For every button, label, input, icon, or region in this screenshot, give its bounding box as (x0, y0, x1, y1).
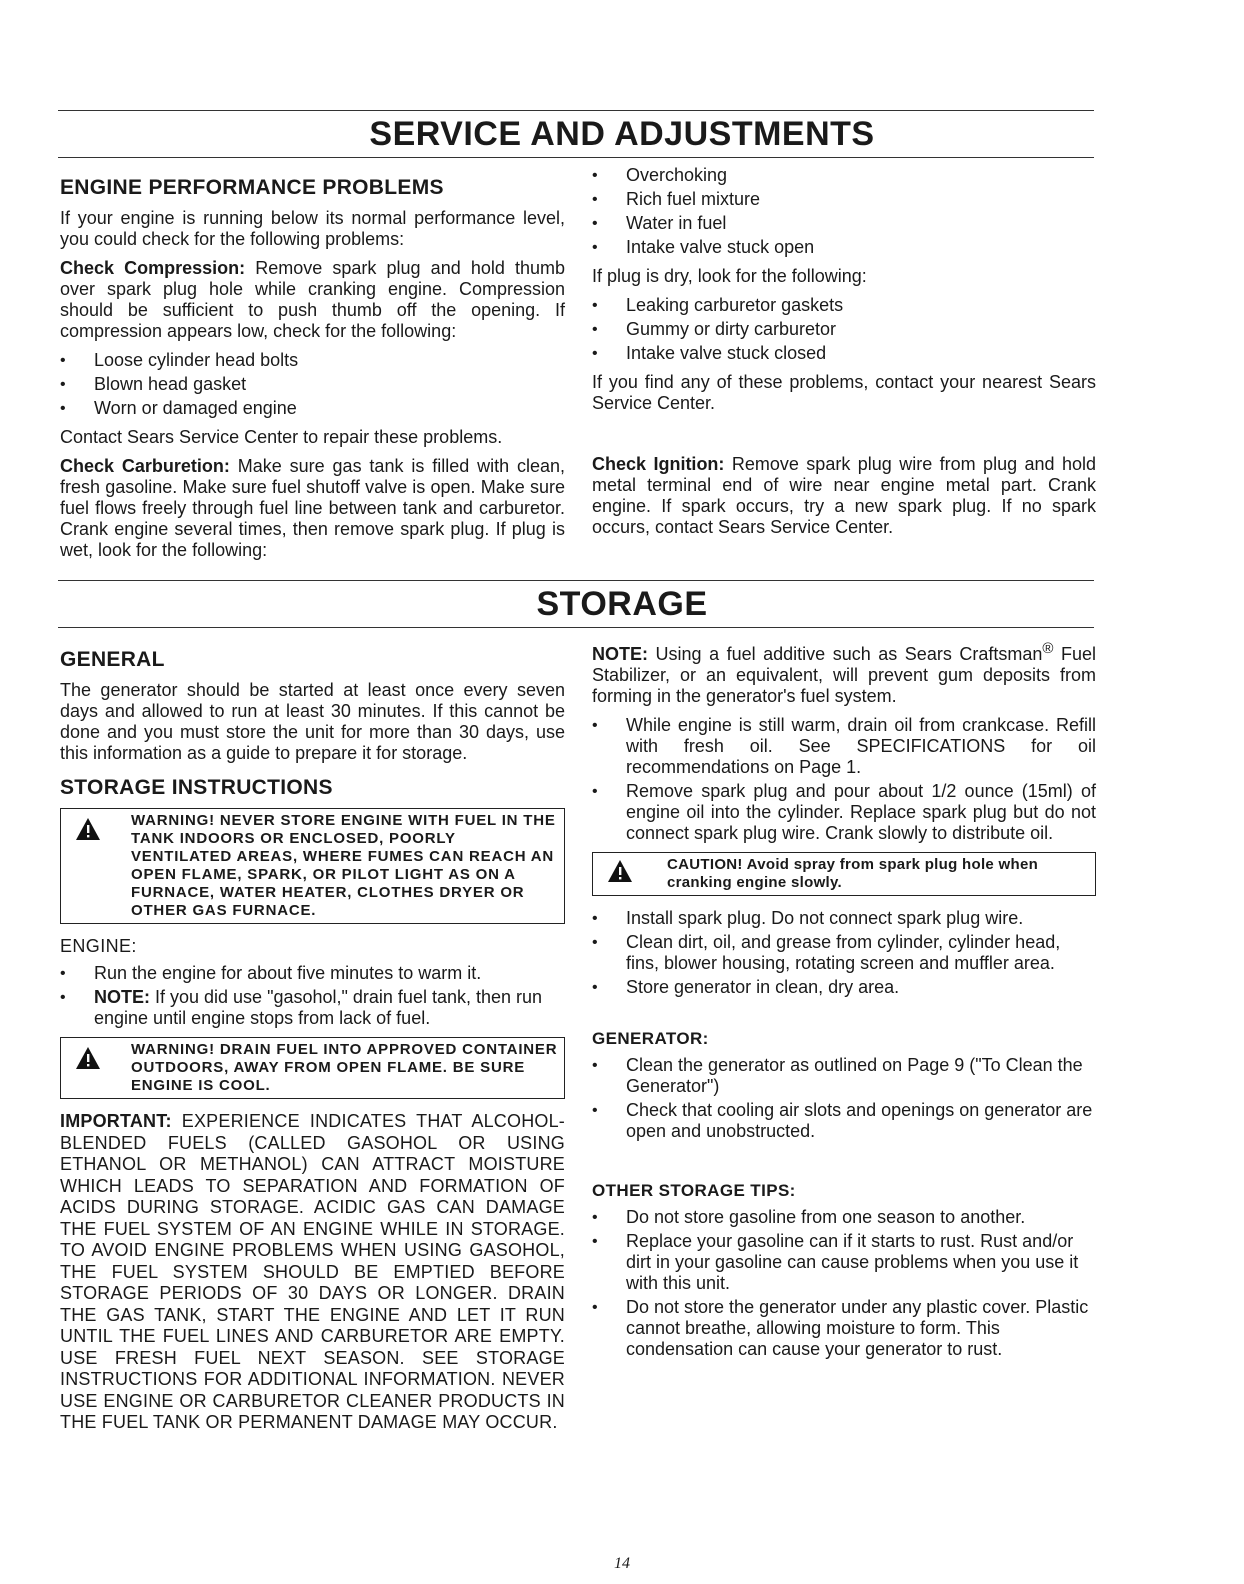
general-heading: GENERAL (60, 648, 165, 671)
important-label: IMPORTANT: (60, 1111, 172, 1131)
service-right-column (592, 165, 1096, 546)
warning-drain-fuel-text: WARNING! DRAIN FUEL INTO APPROVED CONTAINER OUTDOORS, AWAY FROM OPEN FLAME. BE SURE ENGINE IS COOL. (131, 1041, 558, 1094)
list-item: • Intake valve stuck closed (592, 343, 1096, 364)
check-ignition-text: Remove spark plug wire from plug and hold metal terminal end of wire near engine metal part. Crank engine. If spark occurs, try a new spark plug. If no spark occurs, contact Sears Service Center. (592, 454, 1097, 537)
list-item: • Do not store the generator under any plastic cover. Plastic cannot breathe, allowing moisture to form. This condensation can cause your generator to rust. (592, 1297, 1096, 1360)
list-item: • Intake valve stuck open (592, 237, 1096, 258)
storage-title-rule (58, 627, 1094, 628)
note-text-a: Using a fuel additive such as Sears Craftsman (648, 644, 1043, 664)
list-item: • Worn or damaged engine (60, 398, 565, 419)
service-left-column (60, 176, 565, 569)
list-item: • Clean dirt, oil, and grease from cylinder, cylinder head, fins, blower housing, rotating screen and muffler area. (592, 932, 1096, 974)
contact-service-text: Contact Sears Service Center to repair these problems. (60, 427, 503, 447)
list-item: • Clean the generator as outlined on Page 9 ("To Clean the Generator") (592, 1055, 1096, 1097)
service-intro: If your engine is running below its normal performance level, you could check for the following problems: (60, 208, 565, 249)
list-item: • Do not store gasoline from one season to another. (592, 1207, 1096, 1228)
top-rule (58, 110, 1094, 111)
storage-instructions-heading: STORAGE INSTRUCTIONS (60, 776, 333, 799)
wet-plug-list (592, 165, 1096, 258)
engine-performance-heading: ENGINE PERFORMANCE PROBLEMS (60, 176, 444, 199)
list-item: • Install spark plug. Do not connect spark plug wire. (592, 908, 1096, 929)
check-ignition-label: Check Ignition: (592, 454, 725, 474)
storage-right-column (592, 638, 1096, 1368)
check-ignition-paragraph (592, 454, 1096, 538)
check-compression-text: Remove spark plug and hold thumb over spark plug hole while cranking engine. Compression should be sufficient to push thumb off the opening. If compression appears low, check for the following: (60, 258, 565, 341)
caution-text: CAUTION! Avoid spray from spark plug hole when cranking engine slowly. (667, 856, 1039, 891)
list-item: • Leaking carburetor gaskets (592, 295, 1096, 316)
list-item: • While engine is still warm, drain oil from crankcase. Refill with fresh oil. See SPECIFICATIONS for oil recommendations on Page 1. (592, 715, 1096, 778)
engine-list (60, 963, 565, 1029)
list-item (60, 987, 565, 1029)
warning-fuel-storage-text: WARNING! NEVER STORE ENGINE WITH FUEL IN THE TANK INDOORS OR ENCLOSED, POORLY VENTILATED AREAS, WHERE FUMES CAN REACH AN OPEN FLAME, SPARK, OR PILOT LIGHT AS ON A FURNACE, WATER HEATER, CLOTHES DRYER OR OTHER GAS FURNACE. (131, 812, 556, 919)
tips-list (592, 1207, 1096, 1360)
check-compression-paragraph (60, 258, 565, 342)
list-item: • Overchoking (592, 165, 1096, 186)
engine-note-label: NOTE: (94, 987, 150, 1007)
engine-note-text: If you did use "gasohol," drain fuel tank, then run engine until engine stops from lack of fuel. (94, 987, 543, 1028)
engine-heading: ENGINE: (60, 936, 137, 956)
dry-plug-intro: If plug is dry, look for the following: (592, 266, 867, 286)
list-item: • Replace your gasoline can if it starts to rust. Rust and/or dirt in your gasoline can cause problems when you use it with this unit. (592, 1231, 1096, 1294)
list-item: • Check that cooling air slots and openings on generator are open and unobstructed. (592, 1100, 1096, 1142)
list-item: • Blown head gasket (60, 374, 565, 395)
list-item: • Store generator in clean, dry area. (592, 977, 1096, 998)
dry-plug-list (592, 295, 1096, 364)
check-compression-label: Check Compression: (60, 258, 246, 278)
list-item: • Loose cylinder head bolts (60, 350, 565, 371)
note-label: NOTE: (592, 644, 648, 664)
after-oil-list (592, 908, 1096, 998)
warning-box-fuel-storage (60, 808, 565, 924)
list-item: • Water in fuel (592, 213, 1096, 234)
fuel-additive-note (592, 638, 1096, 707)
list-item: • Gummy or dirty carburetor (592, 319, 1096, 340)
storage-top-rule (58, 580, 1094, 581)
warning-triangle-icon (607, 859, 633, 888)
important-text: EXPERIENCE INDICATES THAT ALCOHOL-BLENDED FUELS (CALLED GASOHOL OR USING ETHANOL OR METHANOL) CAN ATTRACT MOISTURE WHICH LEADS TO SEPARATION AND FORMATION OF ACIDS DURING STORAGE. ACIDIC GAS CAN DAMAGE THE FUEL SYSTEM OF AN ENGINE WHILE IN STORAGE. TO AVOID ENGINE PROBLEMS WHEN USING GASOHOL, THE FUEL SYSTEM SHOULD BE EMPTIED BEFORE STORAGE PERIODS OF 30 DAYS OR LONGER. DRAIN THE GAS TANK, START THE ENGINE AND LET IT RUN UNTIL THE FUEL LINES AND CARBURETOR ARE EMPTY. USE FRESH FUEL NEXT SEASON. SEE STORAGE INSTRUCTIONS FOR ADDITIONAL INFORMATION. NEVER USE ENGINE OR CARBURETOR CLEANER PRODUCTS IN THE FUEL TANK OR PERMANENT DAMAGE MAY OCCUR. (60, 1111, 565, 1432)
storage-title: STORAGE (536, 585, 708, 623)
check-carburetion-label: Check Carburetion: (60, 456, 230, 476)
service-title-rule (58, 157, 1094, 158)
note-text-b: Fuel Stabilizer, or an equivalent, will prevent gum deposits from forming in the generator's fuel system. (592, 644, 1096, 706)
page-number: 14 (614, 1555, 630, 1572)
caution-box (592, 852, 1096, 896)
other-storage-tips-heading: OTHER STORAGE TIPS: (592, 1181, 796, 1200)
check-carburetion-paragraph (60, 456, 565, 561)
warning-triangle-icon (75, 817, 101, 846)
check-carburetion-text: Make sure gas tank is filled with clean, fresh gasoline. Make sure fuel shutoff valve is open. Make sure fuel flows freely through fuel line between tank and carburetor. Crank engine several times, then remove spark plug. If plug is wet, look for the following: (60, 456, 565, 560)
list-item: • Run the engine for about five minutes to warm it. (60, 963, 565, 984)
compression-list (60, 350, 565, 419)
oil-list (592, 715, 1096, 844)
list-item: • Remove spark plug and pour about 1/2 ounce (15ml) of engine oil into the cylinder. Replace spark plug but do not connect spark plug wire. Crank slowly to distribute oil. (592, 781, 1096, 844)
service-title: SERVICE AND ADJUSTMENTS (369, 115, 875, 153)
registered-mark: ® (1042, 640, 1054, 657)
list-item: • Rich fuel mixture (592, 189, 1096, 210)
generator-list (592, 1055, 1096, 1142)
important-paragraph (60, 1111, 565, 1434)
general-text: The generator should be started at least once every seven days and allowed to run at least 30 minutes. If this cannot be done and you must store the unit for more than 30 days, use this information as a guide to prepare it for storage. (60, 680, 565, 763)
contact-nearest-text: If you find any of these problems, contact your nearest Sears Service Center. (592, 372, 1096, 413)
generator-heading: GENERATOR: (592, 1029, 709, 1048)
warning-box-drain-fuel (60, 1037, 565, 1099)
storage-left-column (60, 648, 565, 1442)
warning-triangle-icon (75, 1046, 101, 1075)
